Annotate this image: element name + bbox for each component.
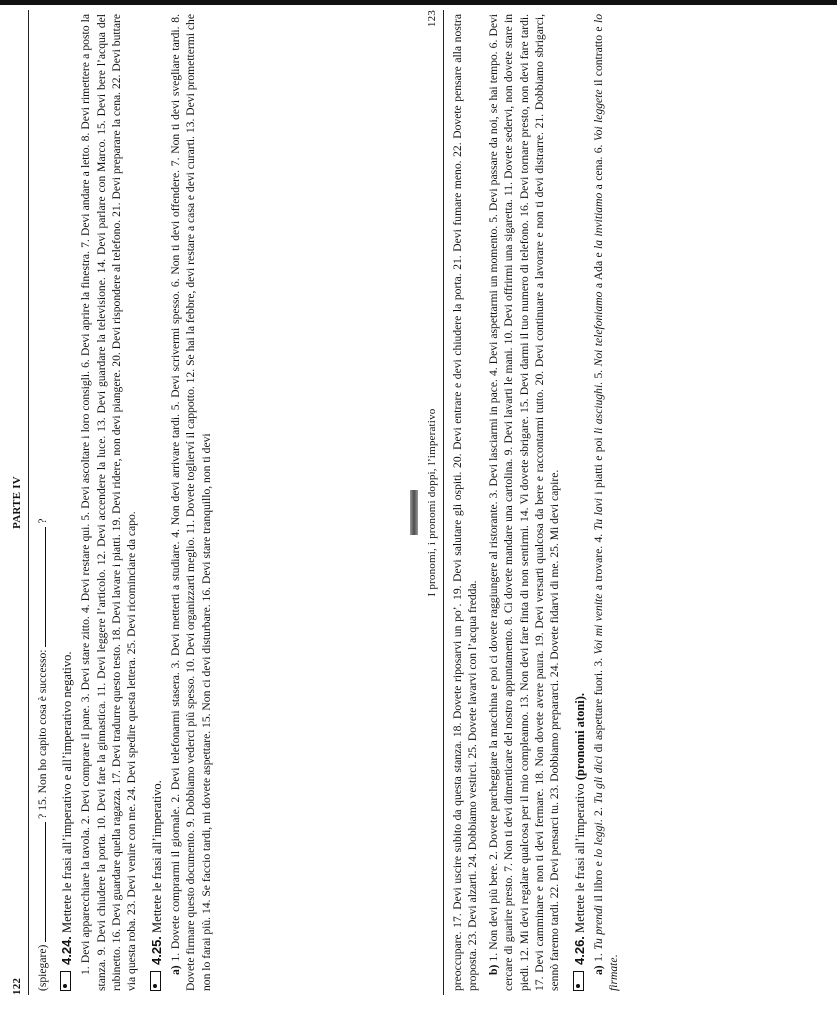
cassette-icon — [573, 971, 584, 991]
continuation-verb: (spiegare) — [35, 944, 49, 991]
sub-exercise-label: a) — [592, 965, 606, 975]
continuation-end: ? — [35, 518, 49, 524]
exercise-title: Mettete le frasi all’imperativo. — [149, 780, 164, 933]
left-running-head — [10, 10, 29, 995]
top-border — [0, 0, 837, 5]
continuation-line — [35, 14, 50, 991]
exercise-sentences: 1. Dovete comprarmi il giornale. 2. Devi telefonarmi stasera. 3. Devi metterti a studiare. 4. Non devi arrivare tardi. 5. Devi scrivermi spesso. 6. Non ti devi offendere. 7. Non ti devi svegliare tardi. 8. Dovete firmare questo documento. 9. Dobbiamo vederci più spesso. 10. Devi organizzarti meglio. 11. Dovete toglierví il cappotto. 12. Se hai la febbre, devi restare a casa e devi curarti. 13. Devi promettermi che non lo farai più. 14. Se faccio tardi, mi dovete aspettare. 15. Non ci devi disturbare. 16. Devi stare tranquillo, non ti devi — [169, 14, 213, 991]
exercise-sentences: 1. Non devi più bere. 2. Dovete parcheggiare la macchina e poi ci dovete raggiungere al ristorante. 3. Devi lasciarmi in pace. 4. Devi aspettarmi un momento. 5. Devi passare da noi, se hai tempo. 6. Devi cercare di guarire presto. 7. Non ti devi dimenticare del nostro appuntamento. 8. Ci dovete mandare una cartolina. 9. Devi lavarti le mani. 10. Devi offrirmi una sigaretta. 11. Dovete sedervi, non dovete stare in piedi. 12. Mi devi regalare qualcosa per il mio compleanno. 13. Non devi fare finta di non sentirmi. 14. Vi dovete sbrigare. 15. Devi darmi il tuo numero di telefono. 16. Devi tornare presto, non devi fare tardi. 17. Devi camminare e non ti devi fermare. 18. Non dovete avere paura. 19. Devi versarti qualcosa da bere e raccontarmi tutto. 20. Devi continuare a lavorare e non ti devi distrarre. 21. Dobbiamo sbrigarci, sennò faremo tardi. 22. Devi pensarci tu. 23. Dobbiamo prepararci. 24. Dovete fidarvi di me. 25. Mi devi capire. — [487, 14, 562, 991]
exercise-4-24-heading — [58, 14, 76, 991]
exercise-title-bold: (pronomi atoni). — [572, 692, 587, 781]
right-running-head — [425, 10, 444, 995]
exercise-number: 4.26. — [571, 936, 587, 965]
answer-blank — [35, 527, 46, 647]
exercise-4-25-heading — [148, 14, 166, 991]
right-page-content — [450, 10, 622, 995]
book-spine-shadow — [410, 490, 418, 535]
exercise-number: 4.25. — [148, 936, 164, 965]
exercise-number: 4.24. — [58, 936, 74, 965]
left-page-content — [35, 10, 214, 995]
exercise-4-26-heading — [571, 14, 589, 991]
left-page — [10, 10, 410, 995]
exercise-4-24-text: 1. Devi apparecchiare la tavola. 2. Devi comprare il pane. 3. Devi stare zitto. 4. Devi restare qui. 5. Devi ascoltare i loro consigli. 6. Devi aprire la finestra. 7. Devi andare a letto. 8. Devi rimettere a posto la stanza. 9. Devi chiudere la porta. 10. Devi fare la ginnastica. 11. Devi leggere l’articolo. 12. Devi accendere la luce. 13. Devi guardare la televisione. 14. Devi parlare con Marco. 15. Devi bere l’acqua del rubinetto. 16. Devi guardare quella ragazza. 17. Devi tradurre questo testo. 18. Devi lavare i piatti. 19. Devi ridere, non devi piangere. 20. Devi rispondere al telefono. 21. Devi preparare la cena. 22. Devi buttare via questa roba. 23. Devi venire con me. 24. Devi spedire questa lettera. 25. Devi ricominciare da capo. — [79, 14, 139, 991]
left-page-number: 122 — [11, 977, 23, 995]
answer-blank — [35, 822, 46, 942]
left-running-title: PARTE IV — [11, 476, 23, 529]
exercise-4-25a-continued: preoccupare. 17. Devi uscire subito da questa stanza. 18. Dovete riposarvi un po’. 19. Devi salutare gli ospiti. 20. Devi entrare e devi chiudere la porta. 21. Devi fumare meno. 22. Dovete pensare alla nostra proposta. 23. Devi alzarti. 24. Dobbiamo vestirci. 25. Dovete lavarvi con l’acqua fredda. — [450, 14, 479, 991]
cassette-icon — [150, 971, 161, 991]
exercise-4-26a-text: a) 1. Tu prendi il libro e lo leggi. 2. Tu gli dici di aspettare fuori. 3. Voi mi venite a trovare. 4. Tu lavi i piatti e poi li asciughi. 5. Noi telefoniamo a Ada e la invitiamo a cena. 6. Voi leggete il contratto e lo firmate. — [592, 14, 621, 991]
right-page — [425, 10, 830, 995]
cassette-icon — [60, 971, 71, 991]
sub-exercise-label: b) — [487, 964, 501, 975]
exercise-title: Mettete le frasi all’imperativo — [572, 783, 587, 933]
exercise-4-25b-text — [486, 14, 562, 991]
sub-exercise-label: a) — [169, 965, 182, 975]
exercise-4-25a-text — [168, 14, 214, 991]
continuation-suffix: ? 15. Non ho capito cosa è successo: — [35, 649, 49, 819]
right-running-title: I pronomi, i pronomi doppi, l’imperativo — [426, 408, 438, 597]
exercise-title: Mettete le frasi all’imperativo e all’imperativo negativo. — [59, 651, 74, 933]
right-page-number: 123 — [426, 10, 438, 28]
